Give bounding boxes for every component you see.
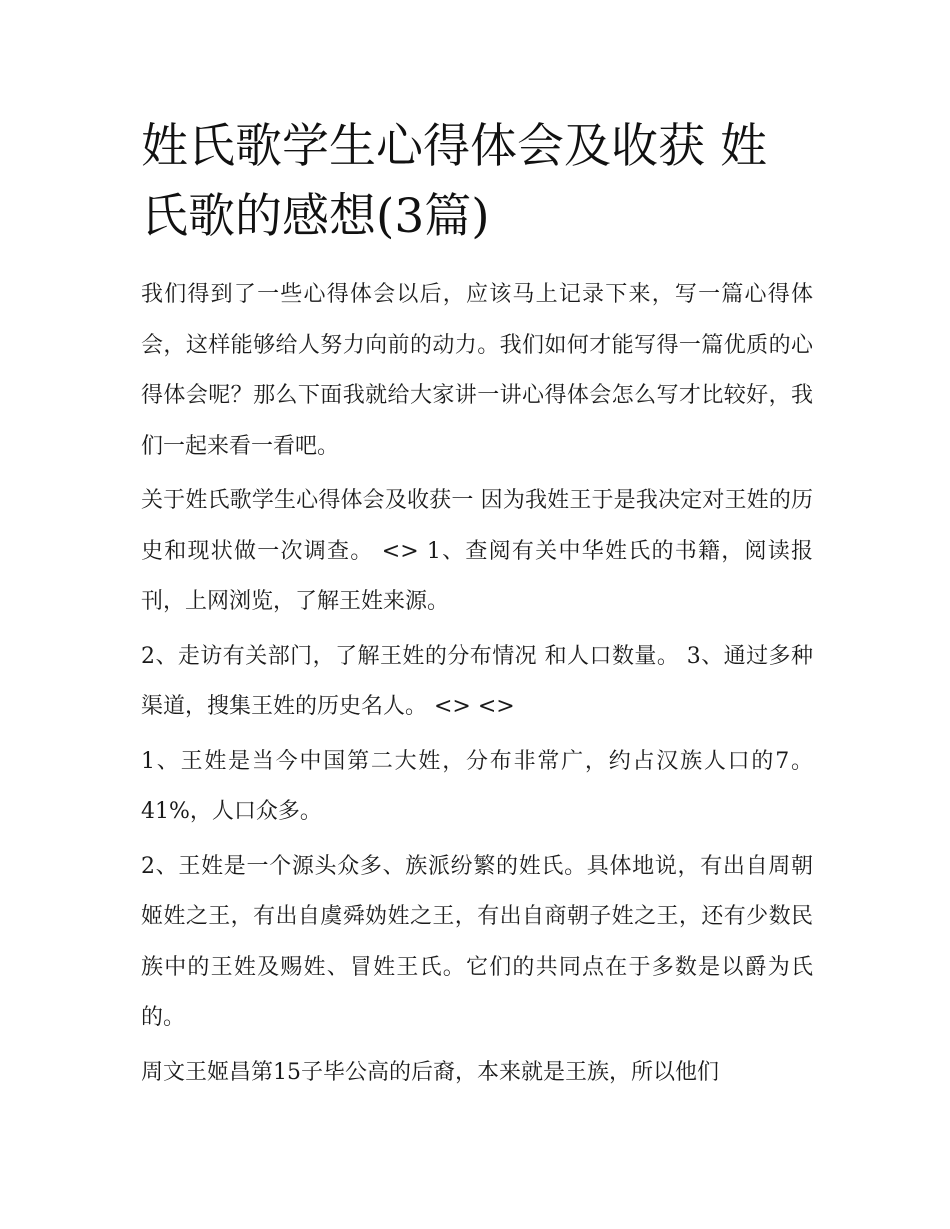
paragraph-survey-method-2: 2、走访有关部门，了解王姓的分布情况 和人口数量。 3、通过多种渠道，搜集王姓的历史名人。 <> <> — [141, 643, 813, 719]
paragraph-finding-1: 1、王姓是当今中国第二大姓，分布非常广，约占汉族人口的7。41%，人口众多。 — [141, 748, 813, 824]
paragraph-finding-2: 2、王姓是一个源头众多、族派纷繁的姓氏。具体地说，有出自周朝姬姓之王，有出自虞舜妫姓之王，有出自商朝子姓之王，还有少数民族中的王姓及赐姓、冒姓王氏。它们的共同点在于多数是以爵为氏的。 — [141, 853, 813, 1030]
paragraph-survey-method-1: 关于姓氏歌学生心得体会及收获一 因为我姓王于是我决定对王姓的历史和现状做一次调查。 <> 1、查阅有关中华姓氏的书籍，阅读报刊，上网浏览，了解王姓来源。 — [141, 488, 813, 614]
paragraph-origin: 周文王姬昌第15子毕公高的后裔，本来就是王族，所以他们 — [141, 1059, 719, 1085]
document-body — [141, 112, 813, 1102]
paragraph-intro: 我们得到了一些心得体会以后，应该马上记录下来，写一篇心得体会，这样能够给人努力向前的动力。我们如何才能写得一篇优质的心得体会呢？那么下面我就给大家讲一讲心得体会怎么写才比较好，我们一起来看一看吧。 — [141, 282, 813, 459]
document-title: 姓氏歌学生心得体会及收获 姓氏歌的感想(3篇) — [141, 119, 767, 244]
